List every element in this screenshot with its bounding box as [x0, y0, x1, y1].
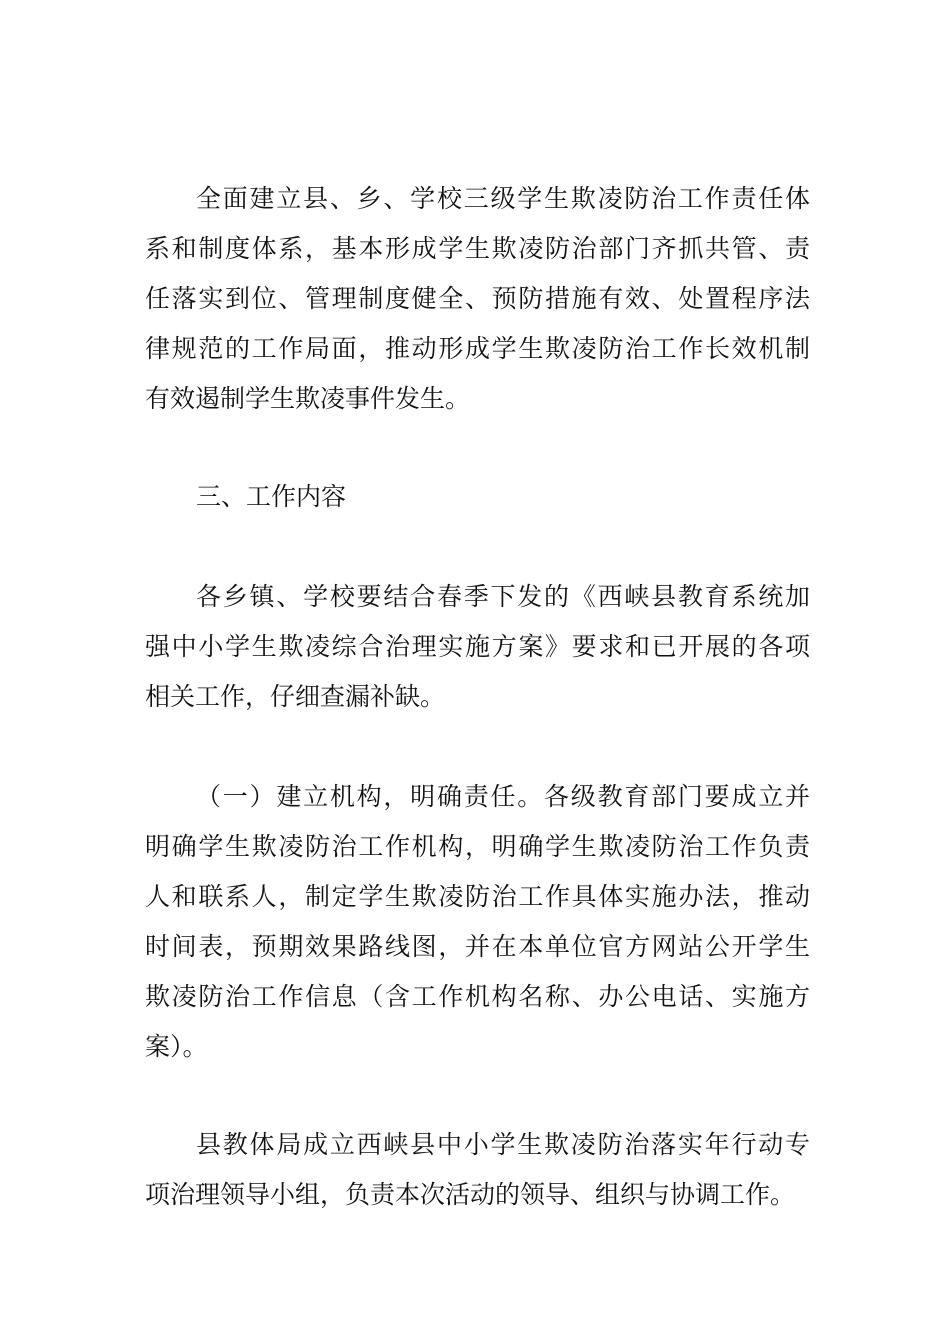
paragraph-line: 各乡镇、学校要结合春季下发的《西峡县教育系统加	[196, 582, 810, 611]
paragraph-line: 相关工作，仔细查漏补缺。	[145, 682, 446, 711]
paragraph-line: 任落实到位、管理制度健全、预防措施有效、处置程序法	[145, 284, 810, 313]
paragraph-line: 人和联系人，制定学生欺凌防治工作具体实施办法，推动	[145, 882, 810, 911]
paragraph-line: （一）建立机构，明确责任。各级教育部门要成立并	[196, 782, 810, 811]
paragraph-line: 律规范的工作局面，推动形成学生欺凌防治工作长效机制	[145, 334, 810, 363]
paragraph-line: 明确学生欺凌防治工作机构，明确学生欺凌防治工作负责	[145, 832, 810, 861]
paragraph-line: 时间表，预期效果路线图，并在本单位官方网站公开学生	[145, 932, 810, 961]
paragraph-line: 欺凌防治工作信息（含工作机构名称、办公电话、实施方	[145, 982, 810, 1011]
paragraph-line: 项治理领导小组，负责本次活动的领导、组织与协调工作。	[145, 1180, 796, 1209]
paragraph-line: 县教体局成立西峡县中小学生欺凌防治落实年行动专	[196, 1130, 810, 1159]
section-heading: 三、工作内容	[196, 482, 347, 511]
paragraph-line: 有效遏制学生欺凌事件发生。	[145, 384, 471, 413]
paragraph-line: 强中小学生欺凌综合治理实施方案》要求和已开展的各项	[145, 632, 810, 661]
paragraph-line: 全面建立县、乡、学校三级学生欺凌防治工作责任体	[196, 184, 810, 213]
paragraph-line: 案）。	[145, 1032, 208, 1061]
paragraph-line: 系和制度体系，基本形成学生欺凌防治部门齐抓共管、责	[145, 234, 810, 263]
